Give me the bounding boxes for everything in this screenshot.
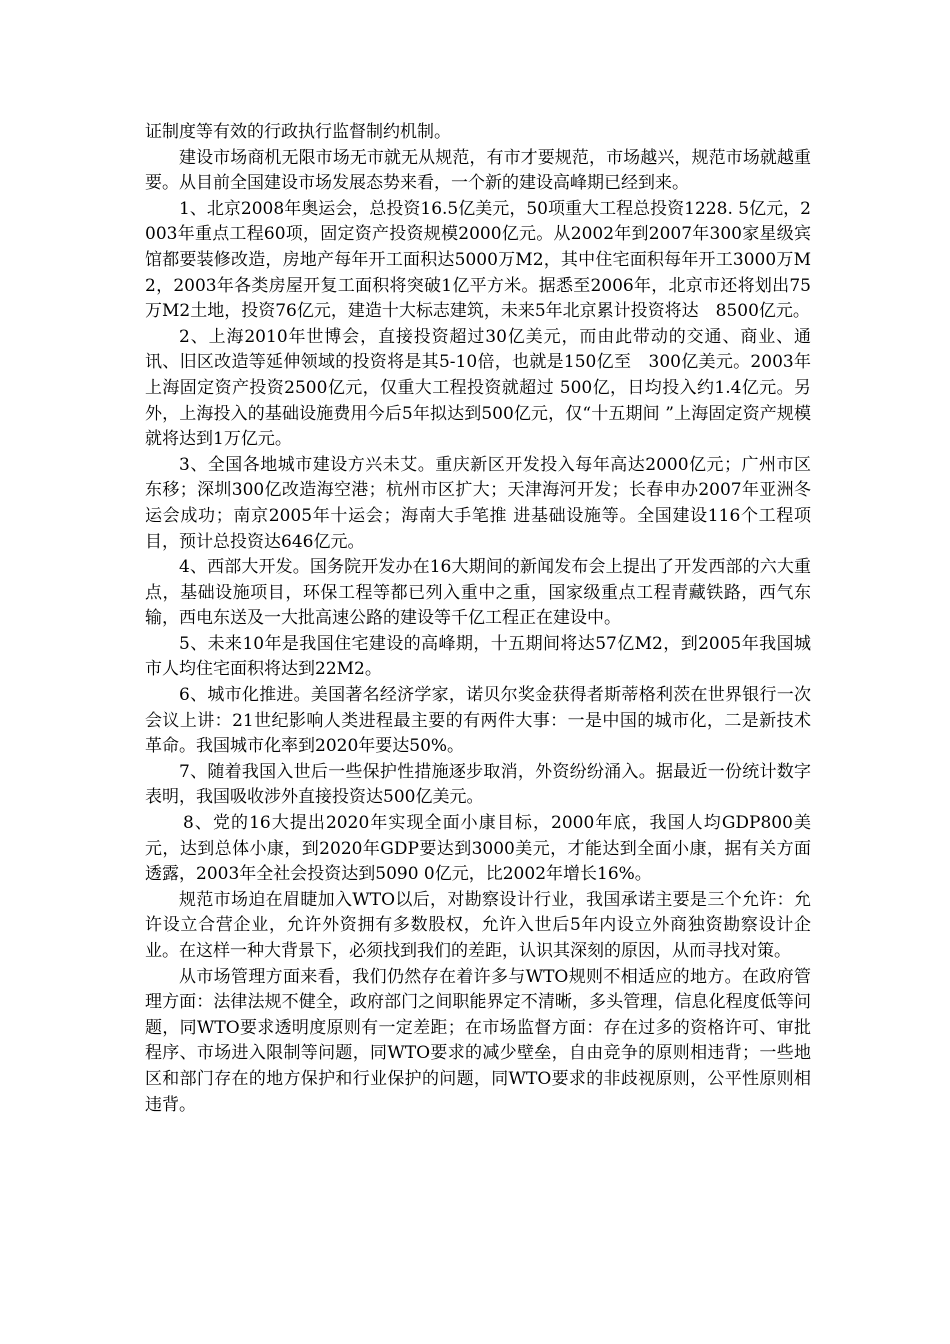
- paragraph-market-management: 从市场管理方面来看，我们仍然存在着许多与WTO规则不相适应的地方。在政府管理方面：法律法规不健全，政府部门之间职能界定不清晰，多头管理，信息化程度低等问题，同WTO要求透明度原则有一定差距；在市场监督方面：存在过多的资格许可、审批程序、市场进入限制等问题，同WTO要求的减少壁垒，自由竞争的原则相违背；一些地区和部门存在的地方保护和行业保护的问题，同WTO要求的非歧视原则，公平性原则相违背。: [145, 966, 811, 1115]
- paragraph-continuation: 证制度等有效的行政执行监督制约机制。: [145, 122, 451, 142]
- paragraph-item-8-gdp: 8、党的16大提出2020年实现全面小康目标，2000年底，我国人均GDP800美元，达到总体小康，到2020年GDP要达到3000美元，才能达到全面小康，据有关方面透露，2003年全社会投资达到5090 0亿元，比2002年增长16%。: [145, 813, 811, 885]
- paragraph-wto-regulation: 规范市场迫在眉睫加入WTO以后，对勘察设计行业，我国承诺主要是三个允许：允许设立合营企业，允许外资拥有多数股权，允许入世后5年内设立外商独资勘察设计企业。在这样一种大背景下，必须找到我们的差距，认识其深刻的原因，从而寻找对策。: [145, 889, 811, 961]
- paragraph-item-3-cities: 3、全国各地城市建设方兴未艾。重庆新区开发投入每年高达2000亿元；广州市区东移；深圳300亿改造海空港；杭州市区扩大；天津海河开发；长春申办2007年亚洲冬运会成功；南京2005年十运会；海南大手笔推 进基础设施等。全国建设116个工程项目，预计总投资达646亿元。: [145, 454, 811, 552]
- paragraph-item-1-beijing: 1、北京2008年奥运会，总投资16.5亿美元，50项重大工程总投资1228. 5亿元，2003年重点工程60项，固定资产投资规模2000亿元。从2002年到2007年300家星级宾馆都要装修改造，房地产每年开工面积达5000万M2，其中住宅面积每年开工3000万M2，2003年各类房屋开复工面积将突破1亿平方米。据悉至2006年，北京市还将划出75万M2土地，投资76亿元，建造十大标志建筑，未来5年北京累计投资将达 8500亿元。: [145, 198, 811, 322]
- paragraph-market-intro: 建设市场商机无限市场无市就无从规范，有市才要规范，市场越兴，规范市场就越重要。从目前全国建设市场发展态势来看，一个新的建设高峰期已经到来。: [145, 147, 811, 194]
- paragraph-item-6-urbanization: 6、城市化推进。美国著名经济学家，诺贝尔奖金获得者斯蒂格利茨在世界银行一次会议上讲：21世纪影响人类进程最主要的有两件大事：一是中国的城市化，二是新技术革命。我国城市化率到2020年要达50%。: [145, 685, 811, 757]
- paragraph-item-2-shanghai: 2、上海2010年世博会，直接投资超过30亿美元，而由此带动的交通、商业、通讯、旧区改造等延伸领域的投资将是其5-10倍，也就是150亿至 300亿美元。2003年上海固定资产投资2500亿元，仅重大工程投资就超过 500亿，日均投入约1.4亿元。另外，上海投入的基础设施费用今后5年拟达到500亿元，仅“十五期间 ”上海固定资产规模就将达到1万亿元。: [145, 326, 811, 450]
- document-body: [145, 120, 811, 1118]
- paragraph-item-4-west: 4、西部大开发。国务院开发办在16大期间的新闻发布会上提出了开发西部的六大重点，基础设施项目，环保工程等都已列入重中之重，国家级重点工程青藏铁路，西气东输，西电东送及一大批高速公路的建设等千亿工程正在建设中。: [145, 557, 811, 629]
- paragraph-item-5-housing: 5、未来10年是我国住宅建设的高峰期，十五期间将达57亿M2，到2005年我国城市人均住宅面积将达到22M2。: [145, 633, 811, 680]
- paragraph-item-7-foreign-investment: 7、随着我国入世后一些保护性措施逐步取消，外资纷纷涌入。据最近一份统计数字表明，我国吸收涉外直接投资达500亿美元。: [145, 761, 811, 808]
